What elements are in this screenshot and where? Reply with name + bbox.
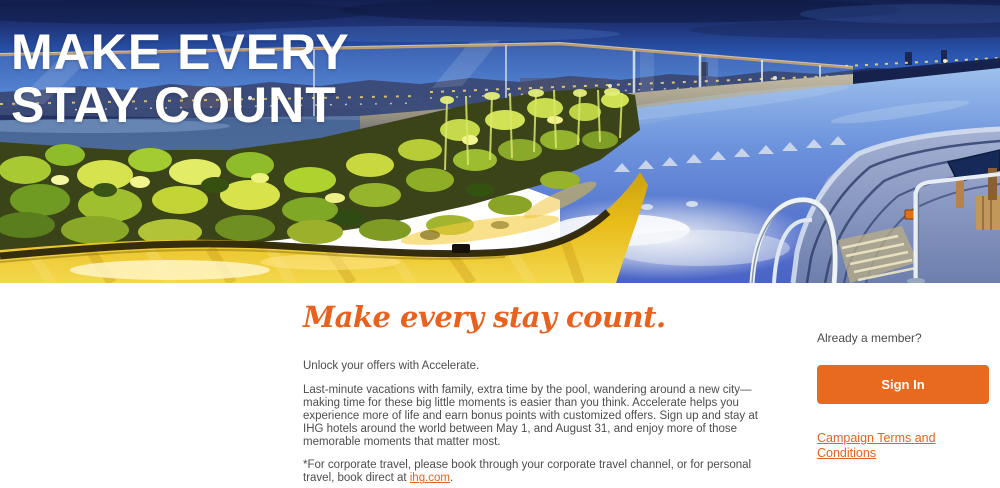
sign-in-button[interactable]: Sign In bbox=[817, 365, 989, 404]
content-section bbox=[0, 283, 1000, 488]
disclaimer-text: *For corporate travel, please book through your corporate travel channel, or for personal travel, book direct at bbox=[303, 459, 752, 485]
offer-copy bbox=[303, 300, 768, 485]
campaign-terms-link[interactable]: Campaign Terms and Conditions bbox=[817, 431, 936, 460]
hero-headline-line1: MAKE EVERY bbox=[11, 24, 350, 80]
member-panel bbox=[817, 331, 989, 461]
intro-paragraph: Unlock your offers with Accelerate. bbox=[303, 360, 480, 372]
disclaimer-period: . bbox=[450, 472, 454, 485]
hero-headline-line2: STAY COUNT bbox=[11, 77, 337, 133]
body-paragraph: Last-minute vacations with family, extra time by the pool, wandering around a new city—making time for these big little moments is easier than you think. Accelerate helps you experience more of life and earn bonus points with customized offers. Sign up and stay at IHG hotels around the world between May 1, and August 31, and enjoy more of those memorable moments that matter most. bbox=[303, 383, 758, 448]
ihg-com-link[interactable]: ihg.com bbox=[409, 472, 451, 485]
member-prompt: Already a member? bbox=[817, 331, 922, 345]
disclaimer-paragraph bbox=[303, 459, 768, 485]
page-title: Make every stay count. bbox=[303, 300, 666, 334]
hero-headline bbox=[11, 26, 350, 132]
